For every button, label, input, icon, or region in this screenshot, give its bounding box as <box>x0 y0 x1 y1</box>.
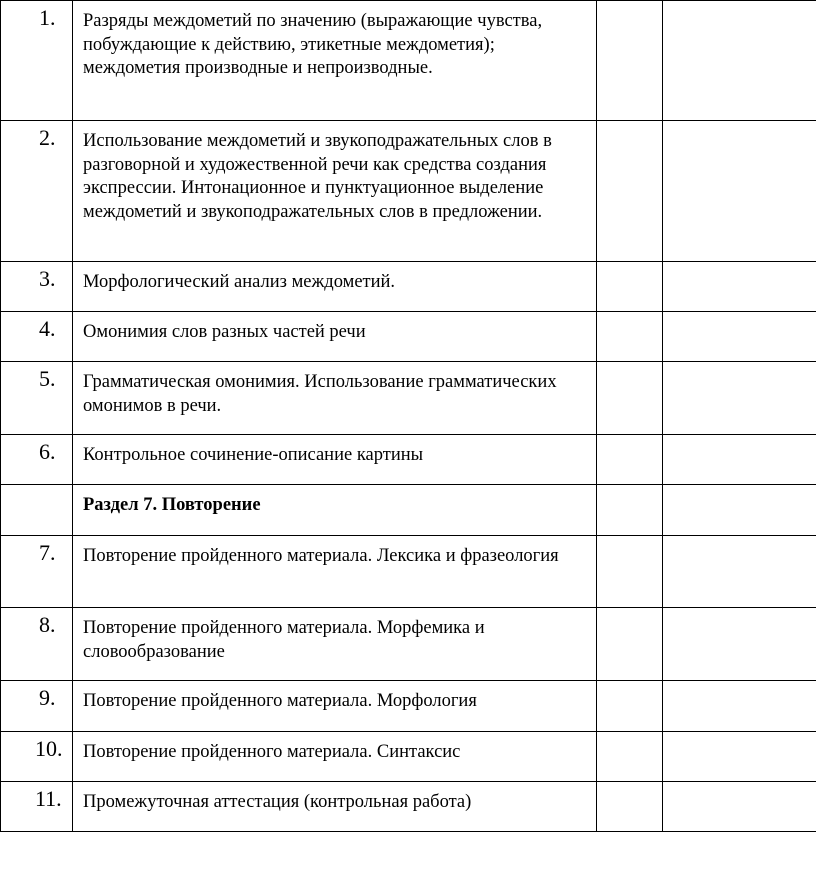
empty-cell <box>597 262 663 312</box>
row-topic: Повторение пройденного материала. Морфемика и словообразование <box>73 608 597 681</box>
empty-cell <box>597 782 663 832</box>
row-number: 3. <box>1 262 73 312</box>
empty-cell <box>663 121 816 262</box>
table-row <box>1 681 816 732</box>
empty-cell <box>663 732 816 782</box>
row-topic: Повторение пройденного материала. Морфология <box>73 681 597 732</box>
table-row <box>1 312 816 362</box>
row-number: 5. <box>1 362 73 435</box>
table-row <box>1 536 816 608</box>
row-number: 9. <box>1 681 73 732</box>
section-title: Раздел 7. Повторение <box>73 485 597 536</box>
empty-cell <box>663 362 816 435</box>
row-topic: Морфологический анализ междометий. <box>73 262 597 312</box>
row-number: 6. <box>1 435 73 485</box>
empty-cell <box>597 435 663 485</box>
row-number: 4. <box>1 312 73 362</box>
empty-cell <box>597 681 663 732</box>
empty-cell <box>597 1 663 121</box>
empty-cell <box>663 435 816 485</box>
empty-cell <box>663 312 816 362</box>
row-topic: Контрольное сочинение-описание картины <box>73 435 597 485</box>
table-row <box>1 362 816 435</box>
row-number: 7. <box>1 536 73 608</box>
table-row <box>1 262 816 312</box>
row-number: 1. <box>1 1 73 121</box>
table-row <box>1 435 816 485</box>
empty-cell <box>597 536 663 608</box>
row-topic: Использование междометий и звукоподражательных слов в разговорной и художественной речи как средства создания экспрессии. Интонационное и пунктуационное выделение междометий и звукоподражательных слов в предложении. <box>73 121 597 262</box>
row-number <box>1 485 73 536</box>
table-row <box>1 121 816 262</box>
row-number: 11. <box>1 782 73 832</box>
empty-cell <box>663 262 816 312</box>
table-row <box>1 1 816 121</box>
empty-cell <box>597 608 663 681</box>
row-number: 10. <box>1 732 73 782</box>
table-row <box>1 732 816 782</box>
empty-cell <box>663 1 816 121</box>
row-topic: Повторение пройденного материала. Синтаксис <box>73 732 597 782</box>
empty-cell <box>663 536 816 608</box>
empty-cell <box>663 681 816 732</box>
row-topic: Омонимия слов разных частей речи <box>73 312 597 362</box>
empty-cell <box>597 732 663 782</box>
empty-cell <box>597 312 663 362</box>
empty-cell <box>663 782 816 832</box>
empty-cell <box>597 485 663 536</box>
section-header-row <box>1 485 816 536</box>
empty-cell <box>663 485 816 536</box>
row-topic: Разряды междометий по значению (выражающие чувства, побуждающие к действию, этикетные междометия); междометия производные и непроизводные. <box>73 1 597 121</box>
row-number: 8. <box>1 608 73 681</box>
table-row <box>1 608 816 681</box>
table-row <box>1 782 816 832</box>
row-topic: Грамматическая омонимия. Использование грамматических омонимов в речи. <box>73 362 597 435</box>
row-number: 2. <box>1 121 73 262</box>
empty-cell <box>597 362 663 435</box>
row-topic: Промежуточная аттестация (контрольная работа) <box>73 782 597 832</box>
row-topic: Повторение пройденного материала. Лексика и фразеология <box>73 536 597 608</box>
empty-cell <box>663 608 816 681</box>
empty-cell <box>597 121 663 262</box>
